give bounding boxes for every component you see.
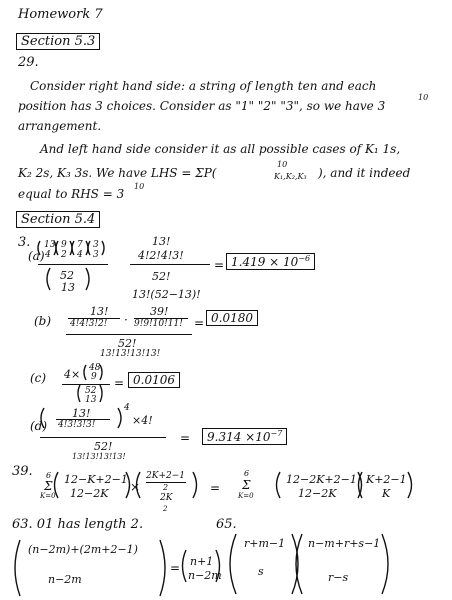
binom-bot: 9 xyxy=(91,372,97,382)
binom-bot: 13 xyxy=(85,395,97,405)
frac-num: 52! xyxy=(152,270,171,283)
text-line: And left hand side consider it as all possible cases of K₁ 1s, xyxy=(40,142,401,156)
binom-top: 13 xyxy=(44,240,56,250)
sum-upper: 6 xyxy=(244,469,250,478)
binom-bot-den: 2 xyxy=(163,505,168,513)
binom-top: 48 xyxy=(89,363,101,373)
frac-den: 9!9!10!11! xyxy=(134,319,183,329)
fraction-bar xyxy=(130,264,210,265)
binom-bot: 4 xyxy=(45,250,51,260)
frac-den: 13!13!13!13! xyxy=(100,349,161,359)
fraction-bar xyxy=(62,384,110,385)
sigma: Σ xyxy=(44,479,53,493)
fraction-bar xyxy=(56,419,110,420)
binom-bot: s xyxy=(258,565,264,578)
part-b-label: (b) xyxy=(34,314,52,328)
text-line: arrangement. xyxy=(18,119,102,133)
binom-bot: K xyxy=(382,487,391,500)
problem-65-label: 65. xyxy=(216,517,237,532)
frac-num: 13! xyxy=(72,407,91,420)
equals: = xyxy=(194,316,205,330)
binom-bot: 3 xyxy=(93,250,99,260)
times: × xyxy=(130,480,141,494)
answer-c: 0.0106 xyxy=(128,372,180,388)
binom-bot: n−2m xyxy=(188,569,222,582)
answer-b: 0.0180 xyxy=(206,310,258,326)
times-factorial: ×4! xyxy=(132,414,153,427)
binom-bot: n−2m xyxy=(48,573,82,586)
sum-lower: K=0 xyxy=(40,492,56,500)
frac-num: 13! xyxy=(152,235,171,248)
binom-bot: 4 xyxy=(77,250,83,260)
sum-lower: K=0 xyxy=(238,492,254,500)
binom-top: n−m+r+s−1 xyxy=(308,537,381,550)
equals: = xyxy=(210,481,221,495)
problem-63-label: 63. 01 has length 2. xyxy=(12,517,144,532)
frac-num: 39! xyxy=(150,305,169,318)
multiplier: 4× xyxy=(64,368,81,381)
fraction-bar xyxy=(68,318,120,319)
text-line: Consider right hand side: a string of length ten and each xyxy=(30,79,377,93)
binom-top: 9 xyxy=(61,240,67,250)
equals: = xyxy=(180,431,191,445)
frac-den: 13!13!13!13! xyxy=(72,452,126,461)
text-line: ), and it indeed xyxy=(318,166,411,180)
binom-bot: 12−2K xyxy=(70,487,109,500)
equals: = xyxy=(170,561,181,575)
frac-den: 4!3!3!3! xyxy=(58,420,96,430)
fraction-bar xyxy=(66,334,192,335)
binom-bot: 13 xyxy=(61,281,75,294)
fraction-bar xyxy=(38,264,108,265)
dot: · xyxy=(124,313,128,327)
binom-top: K+2−1 xyxy=(366,473,407,486)
fraction-bar xyxy=(134,318,188,319)
text-line: equal to RHS = 3 xyxy=(18,187,125,201)
p-subscript: K₁,K₂,K₃ xyxy=(274,172,307,181)
frac-num: 52! xyxy=(118,337,137,350)
binom-bot: 12−2K xyxy=(298,487,337,500)
frac-den: 4!2!4!3! xyxy=(138,249,184,262)
power: 4 xyxy=(124,403,130,413)
binom-top: 52 xyxy=(60,269,74,282)
problem-39-label: 39. xyxy=(12,464,33,479)
answer-a: $1.419 \times 10^{-6}$ xyxy=(226,253,315,270)
problem-3-label: 3. xyxy=(18,235,31,250)
binom-top-den: 2 xyxy=(163,483,169,492)
binom-top: 12−K+2−1 xyxy=(64,473,128,486)
text-line: K₂ 2s, K₃ 3s. We have LHS = ΣP( xyxy=(18,166,217,180)
part-d-label: (d) xyxy=(30,419,48,433)
binom-top: n+1 xyxy=(190,555,214,568)
frac-num: 13! xyxy=(90,305,109,318)
binom-bot: r−s xyxy=(328,571,349,584)
binom-top: 52 xyxy=(85,386,97,396)
binom-top: 12−2K+2−1 xyxy=(286,473,357,486)
binom-top: 7 xyxy=(77,240,83,250)
binom-bot: 2 xyxy=(61,250,67,260)
frac-den: 13!(52−13)! xyxy=(132,288,201,301)
binom-top: (n−2m)+(2m+2−1) xyxy=(28,543,138,556)
problem-29-label: 29. xyxy=(18,55,39,70)
exponent: 10 xyxy=(418,93,429,102)
sum-upper: 6 xyxy=(46,471,52,480)
text-line: position has 3 choices. Consider as "1" "2" "3", so we have 3 xyxy=(18,99,386,113)
p-superscript: 10 xyxy=(277,160,288,169)
page-title: Homework 7 xyxy=(18,7,103,22)
equals: = xyxy=(114,376,125,390)
section-5-4-heading: Section 5.4 xyxy=(16,211,100,228)
exponent: 10 xyxy=(134,182,145,191)
fraction-bar xyxy=(40,437,166,438)
binom-top: r+m−1 xyxy=(244,537,286,550)
binom-bot: 2K xyxy=(160,493,173,503)
frac-den: 4!4!3!2! xyxy=(70,319,108,329)
part-a-label: (a) xyxy=(28,249,45,263)
equals: = xyxy=(214,258,225,272)
binom-top: 2K+2−1 xyxy=(146,471,185,481)
binom-top: 3 xyxy=(93,240,99,250)
answer-d: $9.314 \times 10^{-7}$ xyxy=(202,428,287,445)
section-5-3-heading: Section 5.3 xyxy=(16,33,100,50)
part-c-label: (c) xyxy=(30,371,47,385)
frac-num: 52! xyxy=(94,440,113,453)
sigma: Σ xyxy=(242,478,251,492)
